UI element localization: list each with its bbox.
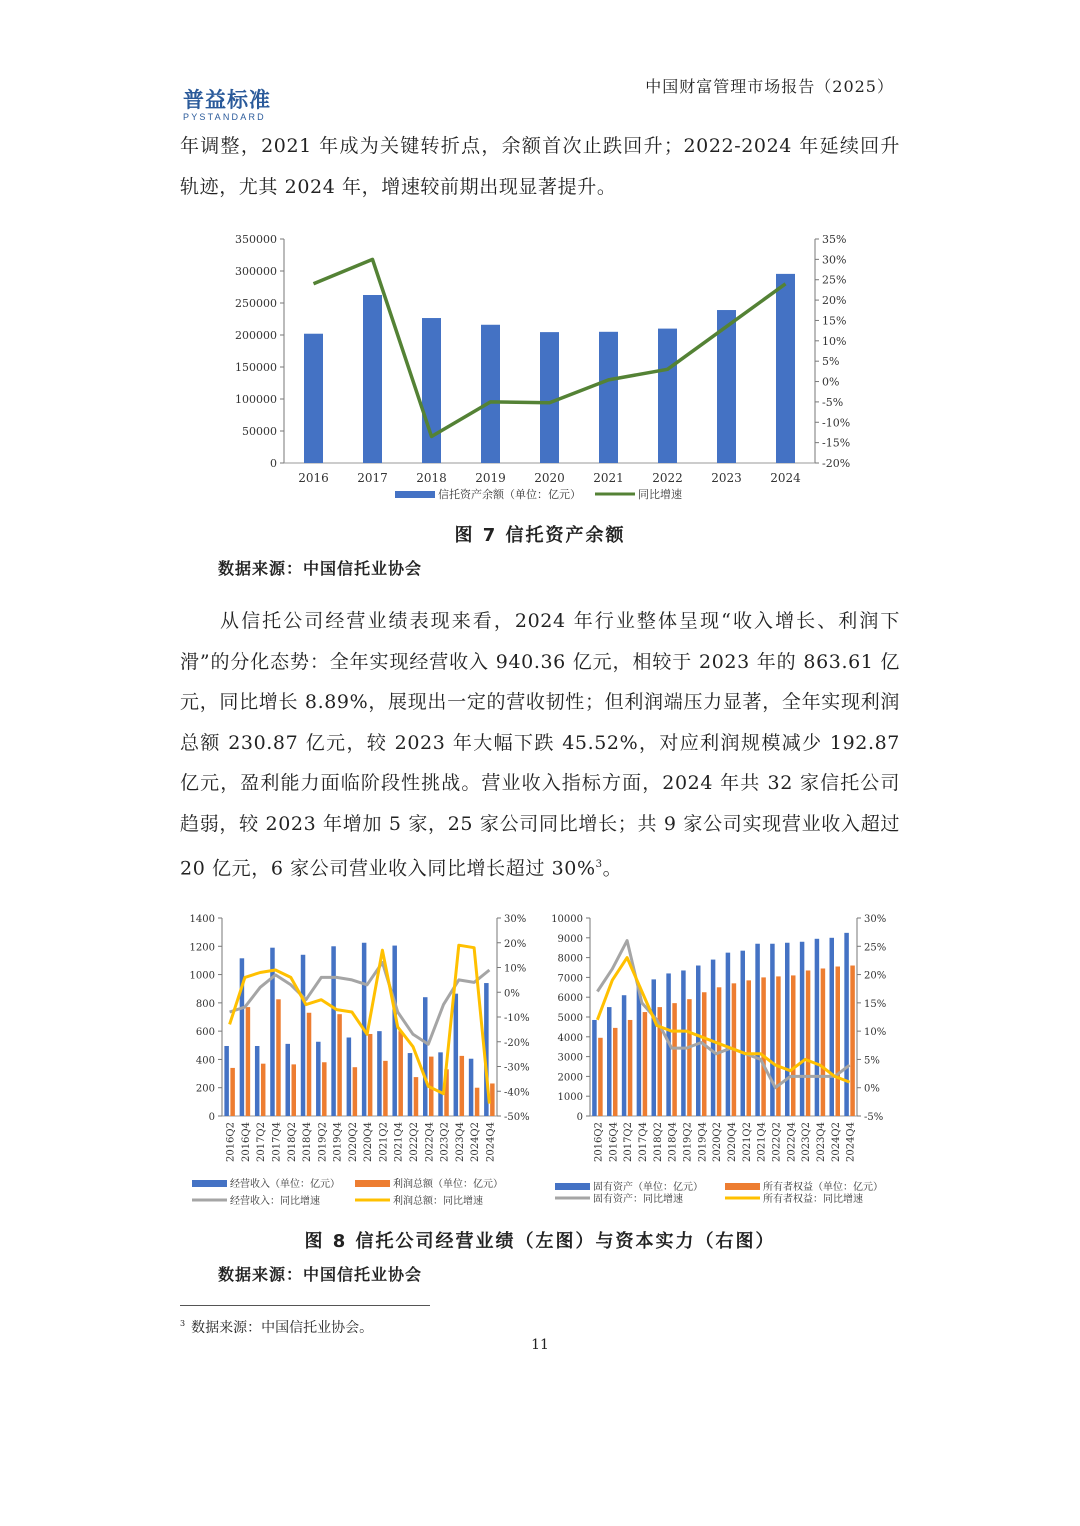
- figure8-source: 数据来源：中国信托业协会: [218, 1265, 423, 1284]
- right-tick-label: -10%: [504, 1013, 530, 1024]
- left-tick-label: 5000: [557, 1013, 583, 1024]
- x-tick-label: 2017Q4: [637, 1122, 649, 1163]
- right-tick-label: 0%: [504, 988, 520, 1000]
- x-tick-label: 2024: [770, 471, 801, 485]
- right-tick-label: 0%: [822, 375, 840, 389]
- left-tick-label: 350000: [235, 233, 277, 246]
- x-tick-label: 2017Q4: [271, 1122, 283, 1163]
- bar-primary: [785, 943, 790, 1116]
- x-tick-label: 2019Q2: [682, 1122, 694, 1163]
- footnote-text: 数据来源：中国信托业协会。: [191, 1320, 374, 1336]
- bar-primary: [844, 933, 849, 1116]
- right-tick-label: 20%: [822, 294, 847, 308]
- right-tick-label: 30%: [864, 914, 887, 925]
- footnote-divider: [180, 1305, 430, 1306]
- bar-primary: [711, 960, 716, 1116]
- x-tick-label: 2022Q2: [771, 1122, 783, 1163]
- x-tick-label: 2020: [534, 471, 565, 485]
- right-tick-label: -5%: [864, 1112, 884, 1123]
- bar-primary: [652, 979, 657, 1116]
- logo-chinese-name: 普益标准: [183, 88, 271, 112]
- right-tick-label: 10%: [822, 334, 847, 348]
- left-tick-label: 6000: [557, 993, 583, 1005]
- left-tick-label: 1000: [557, 1092, 583, 1104]
- x-tick-label: 2023: [711, 471, 742, 485]
- legend-label: 经营收入（单位：亿元）: [230, 1179, 340, 1190]
- x-tick-label: 2018Q4: [302, 1122, 314, 1163]
- footnote-mark: 3: [180, 1319, 186, 1329]
- right-tick-label: 30%: [504, 914, 527, 925]
- x-tick-label: 2023Q2: [801, 1122, 813, 1163]
- x-tick-label: 2022Q4: [786, 1122, 798, 1163]
- bar-primary: [800, 942, 805, 1116]
- right-tick-label: 10%: [864, 1027, 887, 1039]
- x-tick-label: 2017Q2: [623, 1122, 635, 1163]
- x-tick-label: 2016Q2: [593, 1122, 605, 1163]
- left-tick-label: 0: [208, 1112, 215, 1123]
- bar-secondary: [806, 970, 811, 1116]
- right-tick-label: 5%: [822, 355, 840, 369]
- growth-line-1: [597, 941, 849, 1088]
- legend-label: 经营收入：同比增速: [230, 1196, 320, 1207]
- bar-primary: [681, 970, 686, 1116]
- right-tick-label: 25%: [864, 942, 887, 954]
- bar-secondary: [776, 976, 781, 1116]
- x-tick-label: 2022Q2: [408, 1122, 420, 1163]
- legend-label: 所有者权益：同比增速: [763, 1194, 863, 1205]
- x-tick-label: 2016Q2: [225, 1122, 237, 1163]
- x-tick-label: 2022: [652, 471, 683, 485]
- left-tick-label: 8000: [557, 953, 583, 965]
- right-tick-label: -5%: [822, 395, 844, 409]
- bar-secondary: [791, 975, 796, 1116]
- bar-secondary: [761, 977, 766, 1116]
- right-tick-label: 35%: [822, 233, 847, 246]
- report-title: 中国财富管理市场报告（2025）: [645, 77, 894, 96]
- bar-secondary: [687, 999, 692, 1116]
- bar-secondary: [613, 1028, 618, 1116]
- right-tick-label: -10%: [822, 416, 851, 430]
- bar-primary: [592, 1020, 597, 1116]
- left-tick-label: 800: [195, 998, 215, 1010]
- left-tick-label: 250000: [235, 297, 277, 310]
- x-tick-label: 2018Q2: [652, 1122, 664, 1163]
- x-tick-label: 2024Q4: [845, 1122, 857, 1163]
- right-tick-label: 30%: [822, 253, 847, 267]
- right-tick-label: -30%: [504, 1062, 530, 1074]
- x-tick-label: 2021: [593, 471, 624, 485]
- x-tick-label: 2024Q2: [470, 1122, 482, 1163]
- x-tick-label: 2020Q2: [712, 1122, 724, 1163]
- right-tick-label: 15%: [822, 314, 847, 328]
- x-tick-label: 2019Q4: [697, 1122, 709, 1163]
- left-tick-label: 7000: [557, 973, 583, 985]
- x-tick-label: 2018: [416, 471, 447, 485]
- left-tick-label: 1000: [189, 970, 215, 982]
- right-tick-label: -15%: [822, 436, 851, 450]
- bar-secondary: [747, 980, 752, 1116]
- x-tick-label: 2023Q2: [439, 1122, 451, 1163]
- bar-secondary: [628, 1020, 633, 1116]
- right-tick-label: -50%: [504, 1112, 530, 1123]
- left-tick-label: 3000: [557, 1052, 583, 1064]
- x-tick-label: 2016Q4: [240, 1122, 252, 1163]
- legend-swatch: [725, 1183, 760, 1190]
- right-tick-label: 25%: [822, 273, 847, 287]
- right-tick-label: 20%: [504, 938, 527, 950]
- left-tick-label: 200: [195, 1083, 215, 1095]
- legend-label: 固有资产（单位：亿元）: [593, 1182, 703, 1193]
- bar-secondary: [598, 1038, 603, 1116]
- left-tick-label: 0: [270, 457, 277, 470]
- left-tick-label: 4000: [557, 1032, 583, 1044]
- footnote-ref: 3: [595, 858, 603, 870]
- x-tick-label: 2023Q4: [815, 1122, 827, 1163]
- legend-label: 信托资产余额（单位：亿元）: [438, 488, 581, 501]
- paragraph-intro: 年调整，2021 年成为关键转折点，余额首次止跌回升；2022-2024 年延续回升轨迹，尤其 2024 年，增速较前期出现显著提升。: [180, 135, 900, 198]
- bar-primary: [741, 951, 746, 1116]
- bar-primary: [696, 966, 701, 1116]
- left-tick-label: 9000: [557, 933, 583, 945]
- figure7-caption: 图 7 信托资产余额: [454, 525, 626, 546]
- paragraph-performance-end: 。: [602, 856, 623, 879]
- right-tick-label: 0%: [864, 1083, 880, 1095]
- left-tick-label: 1200: [189, 942, 215, 954]
- legend-label: 固有资产：同比增速: [593, 1194, 683, 1205]
- x-tick-label: 2024Q2: [830, 1122, 842, 1163]
- right-tick-label: 20%: [864, 970, 887, 982]
- left-tick-label: 10000: [551, 914, 583, 925]
- paragraph-performance-text: 从信托公司经营业绩表现来看，2024 年行业整体呈现“收入增长、利润下滑”的分化态势：全年实现经营收入 940.36 亿元，相较于 2023 年的 863.61 亿元，同比增长 8.89%，展现出一定的营收韧性；但利润端压力显著，全年实现利润总额 230.87 亿元，较 2023 年大幅下跌 45.52%，对应利润规模减少 192.87 亿元，盈利能力面临阶段性挑战。营业收入指标方面，2024 年共 32 家信托公司趋弱，较 2023 年增加 5 家，25 家公司同比增长；共 9 家公司实现营业收入超过 20 亿元，6 家公司营业收入同比增长超过 30%: [180, 610, 900, 879]
- legend-label: 利润总额：同比增速: [393, 1196, 483, 1207]
- x-tick-label: 2016Q4: [608, 1122, 620, 1163]
- x-tick-label: 2021Q4: [393, 1122, 405, 1163]
- bar-primary: [830, 938, 835, 1116]
- figure8-caption: 图 8 信托公司经营业绩（左图）与资本实力（右图）: [304, 1231, 776, 1252]
- legend-label: 同比增速: [638, 488, 682, 501]
- footnote: [180, 1317, 373, 1337]
- bar-secondary: [643, 1012, 648, 1116]
- bar-primary: [755, 944, 760, 1116]
- x-tick-label: 2017Q2: [256, 1122, 268, 1163]
- left-tick-label: 2000: [557, 1072, 583, 1084]
- x-tick-label: 2023Q4: [454, 1122, 466, 1163]
- left-tick-label: 200000: [235, 329, 277, 342]
- right-tick-label: -20%: [504, 1037, 530, 1049]
- figure7-source: 数据来源：中国信托业协会: [218, 559, 423, 578]
- left-tick-label: 50000: [242, 425, 277, 438]
- x-tick-label: 2019Q2: [317, 1122, 329, 1163]
- bar-secondary: [702, 992, 707, 1116]
- x-tick-label: 2024Q4: [485, 1122, 497, 1163]
- bar-secondary: [821, 968, 826, 1116]
- bar-primary: [607, 1007, 612, 1116]
- x-tick-label: 2020Q2: [347, 1122, 359, 1163]
- x-tick-label: 2019: [475, 471, 506, 485]
- bar-primary: [726, 953, 731, 1116]
- bar-primary: [622, 995, 627, 1116]
- left-tick-label: 0: [576, 1112, 583, 1123]
- left-tick-label: 300000: [235, 265, 277, 278]
- x-tick-label: 2021Q2: [741, 1122, 753, 1163]
- left-tick-label: 100000: [235, 393, 277, 406]
- right-tick-label: 5%: [864, 1055, 880, 1067]
- page-number: 11: [531, 1337, 549, 1353]
- bar-primary: [815, 939, 820, 1116]
- x-tick-label: 2016: [298, 471, 329, 485]
- right-tick-label: -20%: [822, 457, 851, 470]
- x-tick-label: 2020Q4: [363, 1122, 375, 1163]
- x-tick-label: 2021Q2: [378, 1122, 390, 1163]
- right-tick-label: -40%: [504, 1087, 530, 1099]
- right-tick-label: 15%: [864, 998, 887, 1010]
- logo-english-name: PYSTANDARD: [183, 112, 266, 122]
- bar-secondary: [850, 966, 855, 1116]
- x-tick-label: 2021Q4: [756, 1122, 768, 1163]
- left-tick-label: 400: [195, 1055, 215, 1067]
- left-tick-label: 1400: [189, 914, 215, 925]
- bar-primary: [637, 986, 642, 1116]
- left-tick-label: 150000: [235, 361, 277, 374]
- bar-secondary: [672, 1003, 677, 1116]
- legend-label: 利润总额（单位：亿元）: [393, 1179, 503, 1190]
- x-tick-label: 2020Q4: [726, 1122, 738, 1163]
- legend-label: 所有者权益（单位：亿元）: [763, 1182, 883, 1193]
- x-tick-label: 2018Q4: [667, 1122, 679, 1163]
- left-tick-label: 600: [195, 1027, 215, 1039]
- bar-secondary: [836, 967, 841, 1116]
- bar-primary: [770, 944, 775, 1116]
- x-tick-label: 2022Q4: [424, 1122, 436, 1163]
- growth-line-2: [597, 958, 849, 1083]
- x-tick-label: 2017: [357, 471, 388, 485]
- right-tick-label: 10%: [504, 963, 527, 975]
- x-tick-label: 2018Q2: [286, 1122, 298, 1163]
- x-tick-label: 2019Q4: [332, 1122, 344, 1163]
- legend-swatch: [555, 1183, 590, 1190]
